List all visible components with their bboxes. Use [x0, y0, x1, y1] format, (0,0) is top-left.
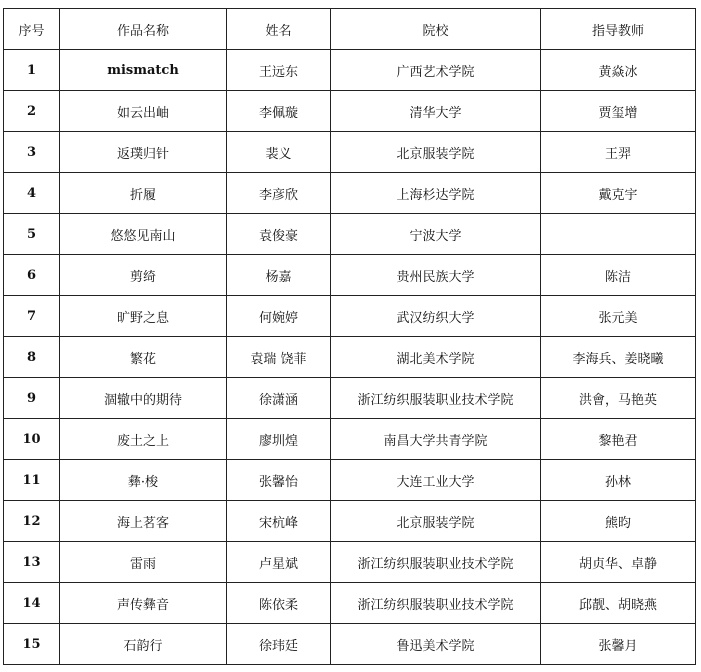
cell-advisor: 贾玺增	[541, 91, 696, 132]
cell-number: 9	[4, 378, 60, 419]
cell-advisor	[541, 214, 696, 255]
header-advisor: 指导教师	[541, 9, 696, 50]
cell-work-title: 返璞归针	[60, 132, 227, 173]
header-row	[4, 9, 696, 50]
cell-work-title: 繁花	[60, 337, 227, 378]
cell-name: 裴义	[227, 132, 331, 173]
cell-advisor: 黎艳君	[541, 419, 696, 460]
cell-name: 袁瑞 饶菲	[227, 337, 331, 378]
table-header	[4, 9, 696, 50]
table-row	[4, 214, 696, 255]
table-row	[4, 132, 696, 173]
cell-number: 12	[4, 501, 60, 542]
cell-name: 张馨怡	[227, 460, 331, 501]
cell-school: 北京服装学院	[331, 501, 541, 542]
cell-school: 浙江纺织服装职业技术学院	[331, 542, 541, 583]
header-name: 姓名	[227, 9, 331, 50]
cell-work-title: 涸辙中的期待	[60, 378, 227, 419]
table-row	[4, 255, 696, 296]
cell-advisor: 李海兵、姜晓曦	[541, 337, 696, 378]
header-work-title: 作品名称	[60, 9, 227, 50]
cell-name: 廖圳煌	[227, 419, 331, 460]
cell-name: 李佩璇	[227, 91, 331, 132]
table-row	[4, 542, 696, 583]
cell-school: 鲁迅美术学院	[331, 624, 541, 665]
award-list-table	[3, 8, 696, 665]
cell-school: 宁波大学	[331, 214, 541, 255]
cell-advisor: 孙林	[541, 460, 696, 501]
cell-school: 武汉纺织大学	[331, 296, 541, 337]
cell-school: 大连工业大学	[331, 460, 541, 501]
cell-advisor: 黄焱冰	[541, 50, 696, 91]
cell-school: 浙江纺织服装职业技术学院	[331, 583, 541, 624]
table-body	[4, 50, 696, 665]
table-row	[4, 296, 696, 337]
table-row	[4, 173, 696, 214]
cell-work-title: 彝·梭	[60, 460, 227, 501]
cell-number: 11	[4, 460, 60, 501]
cell-number: 14	[4, 583, 60, 624]
cell-advisor: 戴克宇	[541, 173, 696, 214]
cell-school: 湖北美术学院	[331, 337, 541, 378]
cell-advisor: 张馨月	[541, 624, 696, 665]
cell-advisor: 王羿	[541, 132, 696, 173]
cell-school: 北京服装学院	[331, 132, 541, 173]
cell-number: 15	[4, 624, 60, 665]
header-number: 序号	[4, 9, 60, 50]
cell-number: 7	[4, 296, 60, 337]
cell-name: 徐玮廷	[227, 624, 331, 665]
cell-school: 上海杉达学院	[331, 173, 541, 214]
cell-number: 6	[4, 255, 60, 296]
cell-number: 4	[4, 173, 60, 214]
cell-name: 王远东	[227, 50, 331, 91]
cell-name: 何婉婷	[227, 296, 331, 337]
cell-work-title: 废土之上	[60, 419, 227, 460]
cell-school: 广西艺术学院	[331, 50, 541, 91]
table-row	[4, 50, 696, 91]
cell-name: 宋杭峰	[227, 501, 331, 542]
cell-number: 10	[4, 419, 60, 460]
cell-work-title: 雷雨	[60, 542, 227, 583]
cell-advisor: 胡贞华、卓静	[541, 542, 696, 583]
cell-work-title: 如云出岫	[60, 91, 227, 132]
cell-number: 13	[4, 542, 60, 583]
cell-work-title: 石韵行	[60, 624, 227, 665]
header-school: 院校	[331, 9, 541, 50]
cell-work-title: 剪绮	[60, 255, 227, 296]
cell-advisor: 陈洁	[541, 255, 696, 296]
table-row	[4, 460, 696, 501]
table-row	[4, 624, 696, 665]
cell-number: 8	[4, 337, 60, 378]
cell-work-title: 声传彝音	[60, 583, 227, 624]
cell-advisor: 邱靓、胡晓燕	[541, 583, 696, 624]
cell-number: 5	[4, 214, 60, 255]
cell-name: 袁俊豪	[227, 214, 331, 255]
cell-work-title: 海上茗客	[60, 501, 227, 542]
cell-name: 李彦欣	[227, 173, 331, 214]
cell-number: 1	[4, 50, 60, 91]
table-row	[4, 501, 696, 542]
cell-name: 卢星斌	[227, 542, 331, 583]
cell-school: 浙江纺织服装职业技术学院	[331, 378, 541, 419]
cell-number: 3	[4, 132, 60, 173]
cell-name: 徐潇涵	[227, 378, 331, 419]
cell-advisor: 洪會，马艳英	[541, 378, 696, 419]
cell-name: 陈依柔	[227, 583, 331, 624]
table-row	[4, 337, 696, 378]
cell-work-title: mismatch	[60, 50, 227, 91]
cell-work-title: 悠悠见南山	[60, 214, 227, 255]
table-row	[4, 378, 696, 419]
cell-number: 2	[4, 91, 60, 132]
table-row	[4, 91, 696, 132]
table-row	[4, 419, 696, 460]
cell-work-title: 旷野之息	[60, 296, 227, 337]
table-row	[4, 583, 696, 624]
cell-name: 杨嘉	[227, 255, 331, 296]
cell-advisor: 熊昀	[541, 501, 696, 542]
cell-school: 南昌大学共青学院	[331, 419, 541, 460]
cell-work-title: 折履	[60, 173, 227, 214]
cell-advisor: 张元美	[541, 296, 696, 337]
cell-school: 贵州民族大学	[331, 255, 541, 296]
cell-school: 清华大学	[331, 91, 541, 132]
